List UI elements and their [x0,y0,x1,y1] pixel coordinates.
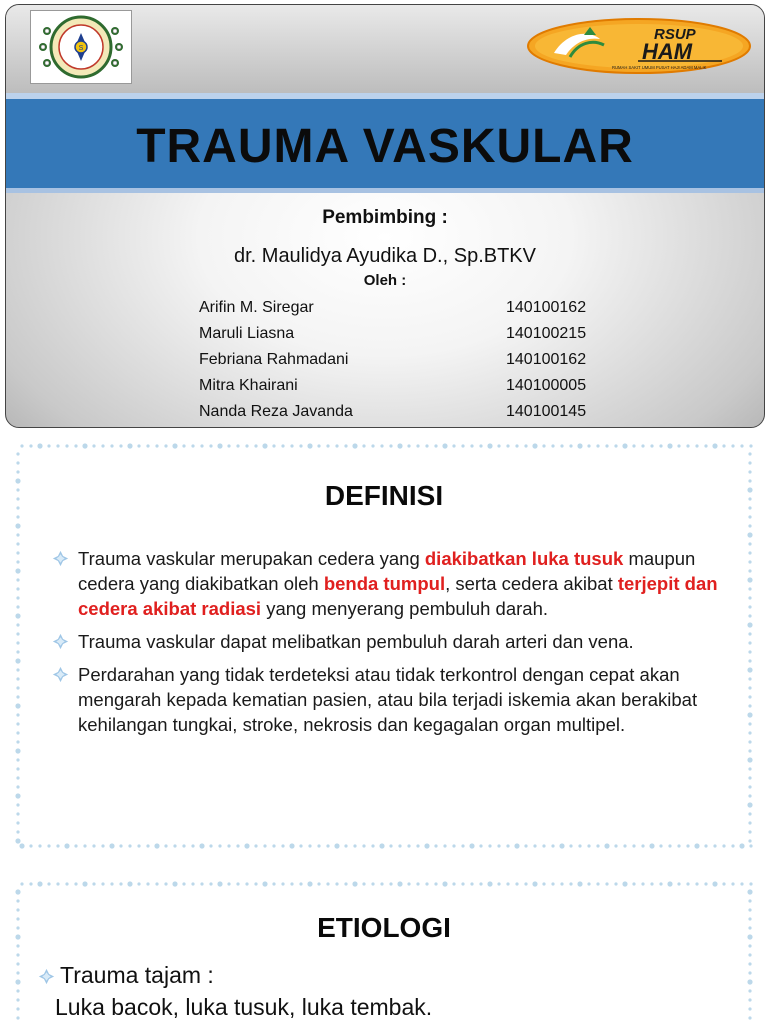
author-name: Febriana Rahmadani [199,351,349,368]
highlight-text: terjepit dan cedera akibat radiasi [78,573,718,619]
bullet-item [50,662,722,737]
etiologi-heading: ETIOLOGI [317,912,451,943]
author-row [199,321,619,347]
bullet-seg: , serta cedera akibat [445,573,618,594]
etiologi-bullet [60,962,214,989]
definisi-bullet-list [50,546,722,745]
diamond-bullet-icon [52,666,69,683]
bullet-seg: Perdarahan yang tidak terdeteksi atau tidak terkontrol dengan cepat akan mengarah kepada kematian pasien, atau bila terjadi iskemia akan berakibat kehilangan tungkai, stroke, nekrosis dan kegagalan organ multipel. [78,664,698,735]
author-row [199,399,619,425]
diamond-bullet-icon [38,968,55,985]
pembimbing-name: dr. Maulidya Ayudika D., Sp.BTKV [233,245,536,267]
bullet-item [50,546,722,621]
author-row [199,295,619,321]
svg-text:S: S [78,45,84,52]
etiologi-slide [10,874,758,1034]
etiologi-line: Luka bacok, luka tusuk, luka tembak. [55,994,433,1020]
author-row [199,373,619,399]
bullet-seg: Trauma vaskular merupakan cedera yang [78,548,425,569]
rsup-ham-logo-icon [526,17,752,75]
rsup-text: RSUP [654,26,696,43]
author-name: Arifin M. Siregar [199,299,314,316]
author-row [199,347,619,373]
author-nim: 140100005 [506,377,587,394]
highlight-text: benda tumpul [323,573,446,594]
author-name: Maruli Liasna [199,325,295,342]
diamond-bullet-icon [52,633,69,650]
author-nim: 140100215 [506,325,587,342]
slide-title: TRAUMA VASKULAR [136,120,634,173]
oleh-label: Oleh : [363,272,407,289]
author-list [199,295,619,425]
diamond-bullet-icon [52,550,69,567]
pembimbing-label: Pembimbing : [322,207,448,228]
author-name: Mitra Khairani [199,377,298,394]
highlight-text: diakibatkan luka tusuk [424,548,624,569]
author-nim: 140100162 [506,299,587,316]
bullet-seg: yang menyerang pembuluh darah. [261,598,549,619]
bullet-item [50,629,722,654]
definisi-heading: DEFINISI [324,480,444,511]
author-nim: 140100145 [506,403,587,420]
author-name: Nanda Reza Javanda [199,403,353,420]
etiologi-bullet-text: Trauma tajam : [60,962,214,988]
definisi-slide [10,436,758,854]
bullet-seg: maupun cedera yang diakibatkan oleh [78,548,696,594]
bullet-seg: Trauma vaskular dapat melibatkan pembuluh darah arteri dan vena. [78,631,634,652]
ham-text: HAM [642,39,693,64]
faculty-logo-icon [30,10,132,84]
rsup-fullname-text: RUMAH SAKIT UMUM PUSAT HAJI ADAM MALIK [612,65,707,70]
title-slide [5,4,765,428]
author-nim: 140100162 [506,351,587,368]
